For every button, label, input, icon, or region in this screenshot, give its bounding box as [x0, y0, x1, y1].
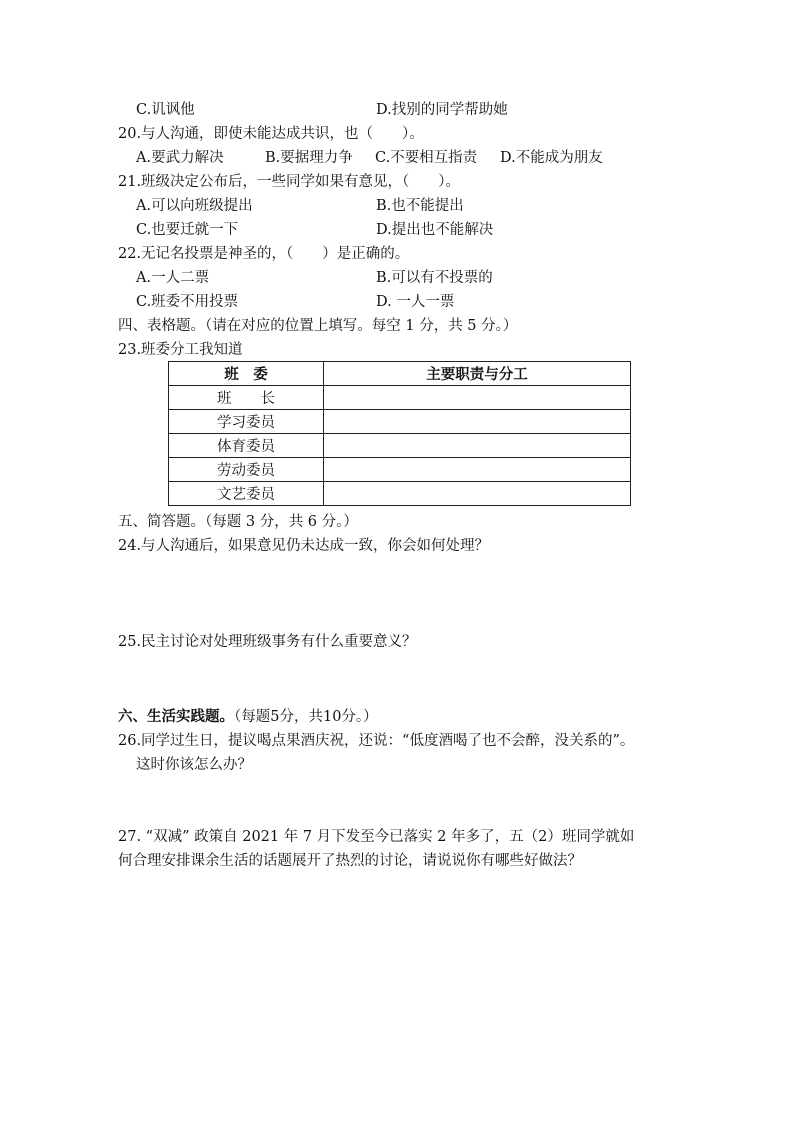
q22-stem: 22.无记名投票是神圣的，（ ）是正确的。	[118, 246, 410, 262]
q22-option-d: D. 一人一票	[376, 294, 455, 310]
role-cell: 学习委员	[169, 410, 324, 434]
table-row	[169, 482, 631, 506]
q21-option-d: D.提出也不能解决	[376, 222, 494, 238]
table-header-role: 班 委	[169, 362, 324, 386]
role-cell: 班 长	[169, 386, 324, 410]
table-row	[169, 410, 631, 434]
q25-stem: 25.民主讨论对处理班级事务有什么重要意义？	[118, 634, 417, 650]
table-row	[169, 386, 631, 410]
q26-line-1: 26.同学过生日，提议喝点果酒庆祝，还说：“低度酒喝了也不会醉，没关系的”。	[118, 733, 635, 749]
q20-option-a: A.要武力解决	[136, 150, 224, 166]
table-header-duty: 主要职责与分工	[324, 362, 631, 386]
role-cell: 劳动委员	[169, 458, 324, 482]
q22-option-b: B.可以有不投票的	[376, 270, 493, 286]
q20-stem: 20.与人沟通，即使未能达成共识，也（ ）。	[118, 126, 424, 142]
q19-option-d: D.找别的同学帮助她	[376, 102, 508, 118]
role-cell: 文艺委员	[169, 482, 324, 506]
role-cell: 体育委员	[169, 434, 324, 458]
duty-table	[168, 361, 631, 506]
table-row	[169, 434, 631, 458]
q20-option-c: C.不要相互指责	[375, 150, 478, 166]
q24-stem: 24.与人沟通后，如果意见仍未达成一致，你会如何处理？	[118, 538, 490, 554]
q21-stem: 21.班级决定公布后，一些同学如果有意见，（ ）。	[118, 174, 461, 190]
table-row	[169, 458, 631, 482]
section-6-title	[118, 707, 378, 727]
answer-cell[interactable]	[324, 482, 631, 506]
q21-option-b: B.也不能提出	[376, 198, 464, 214]
section-4-title: 四、表格题。（请在对应的位置上填写。每空 1 分，共 5 分。）	[118, 318, 518, 334]
section-5-title: 五、简答题。（每题 3 分，共 6 分。）	[118, 514, 358, 530]
q23-stem: 23.班委分工我知道	[118, 342, 243, 358]
answer-cell[interactable]	[324, 434, 631, 458]
q20-option-d: D.不能成为朋友	[500, 150, 603, 166]
q21-option-a: A.可以向班级提出	[136, 198, 253, 214]
q20-option-b: B.要据理力争	[265, 150, 353, 166]
q27-line-1: 27. “双减” 政策自 2021 年 7 月下发至今已落实 2 年多了，五（2）班同学就如	[118, 829, 635, 845]
answer-cell[interactable]	[324, 458, 631, 482]
q22-option-c: C.班委不用投票	[136, 294, 239, 310]
q27-line-2: 何合理安排课余生活的话题展开了热烈的讨论，请说说你有哪些好做法？	[118, 853, 582, 869]
q19-option-c: C.讥讽他	[136, 102, 195, 118]
q22-option-a: A.一人二票	[136, 270, 210, 286]
section-6-title-rest: （每题5分，共10分。）	[234, 709, 378, 725]
answer-cell[interactable]	[324, 386, 631, 410]
section-6-title-bold: 六、生活实践题。	[118, 708, 234, 725]
answer-cell[interactable]	[324, 410, 631, 434]
q26-line-2: 这时你该怎么办？	[136, 757, 252, 773]
table-header-row	[169, 362, 631, 386]
q21-option-c: C.也要迁就一下	[136, 222, 239, 238]
